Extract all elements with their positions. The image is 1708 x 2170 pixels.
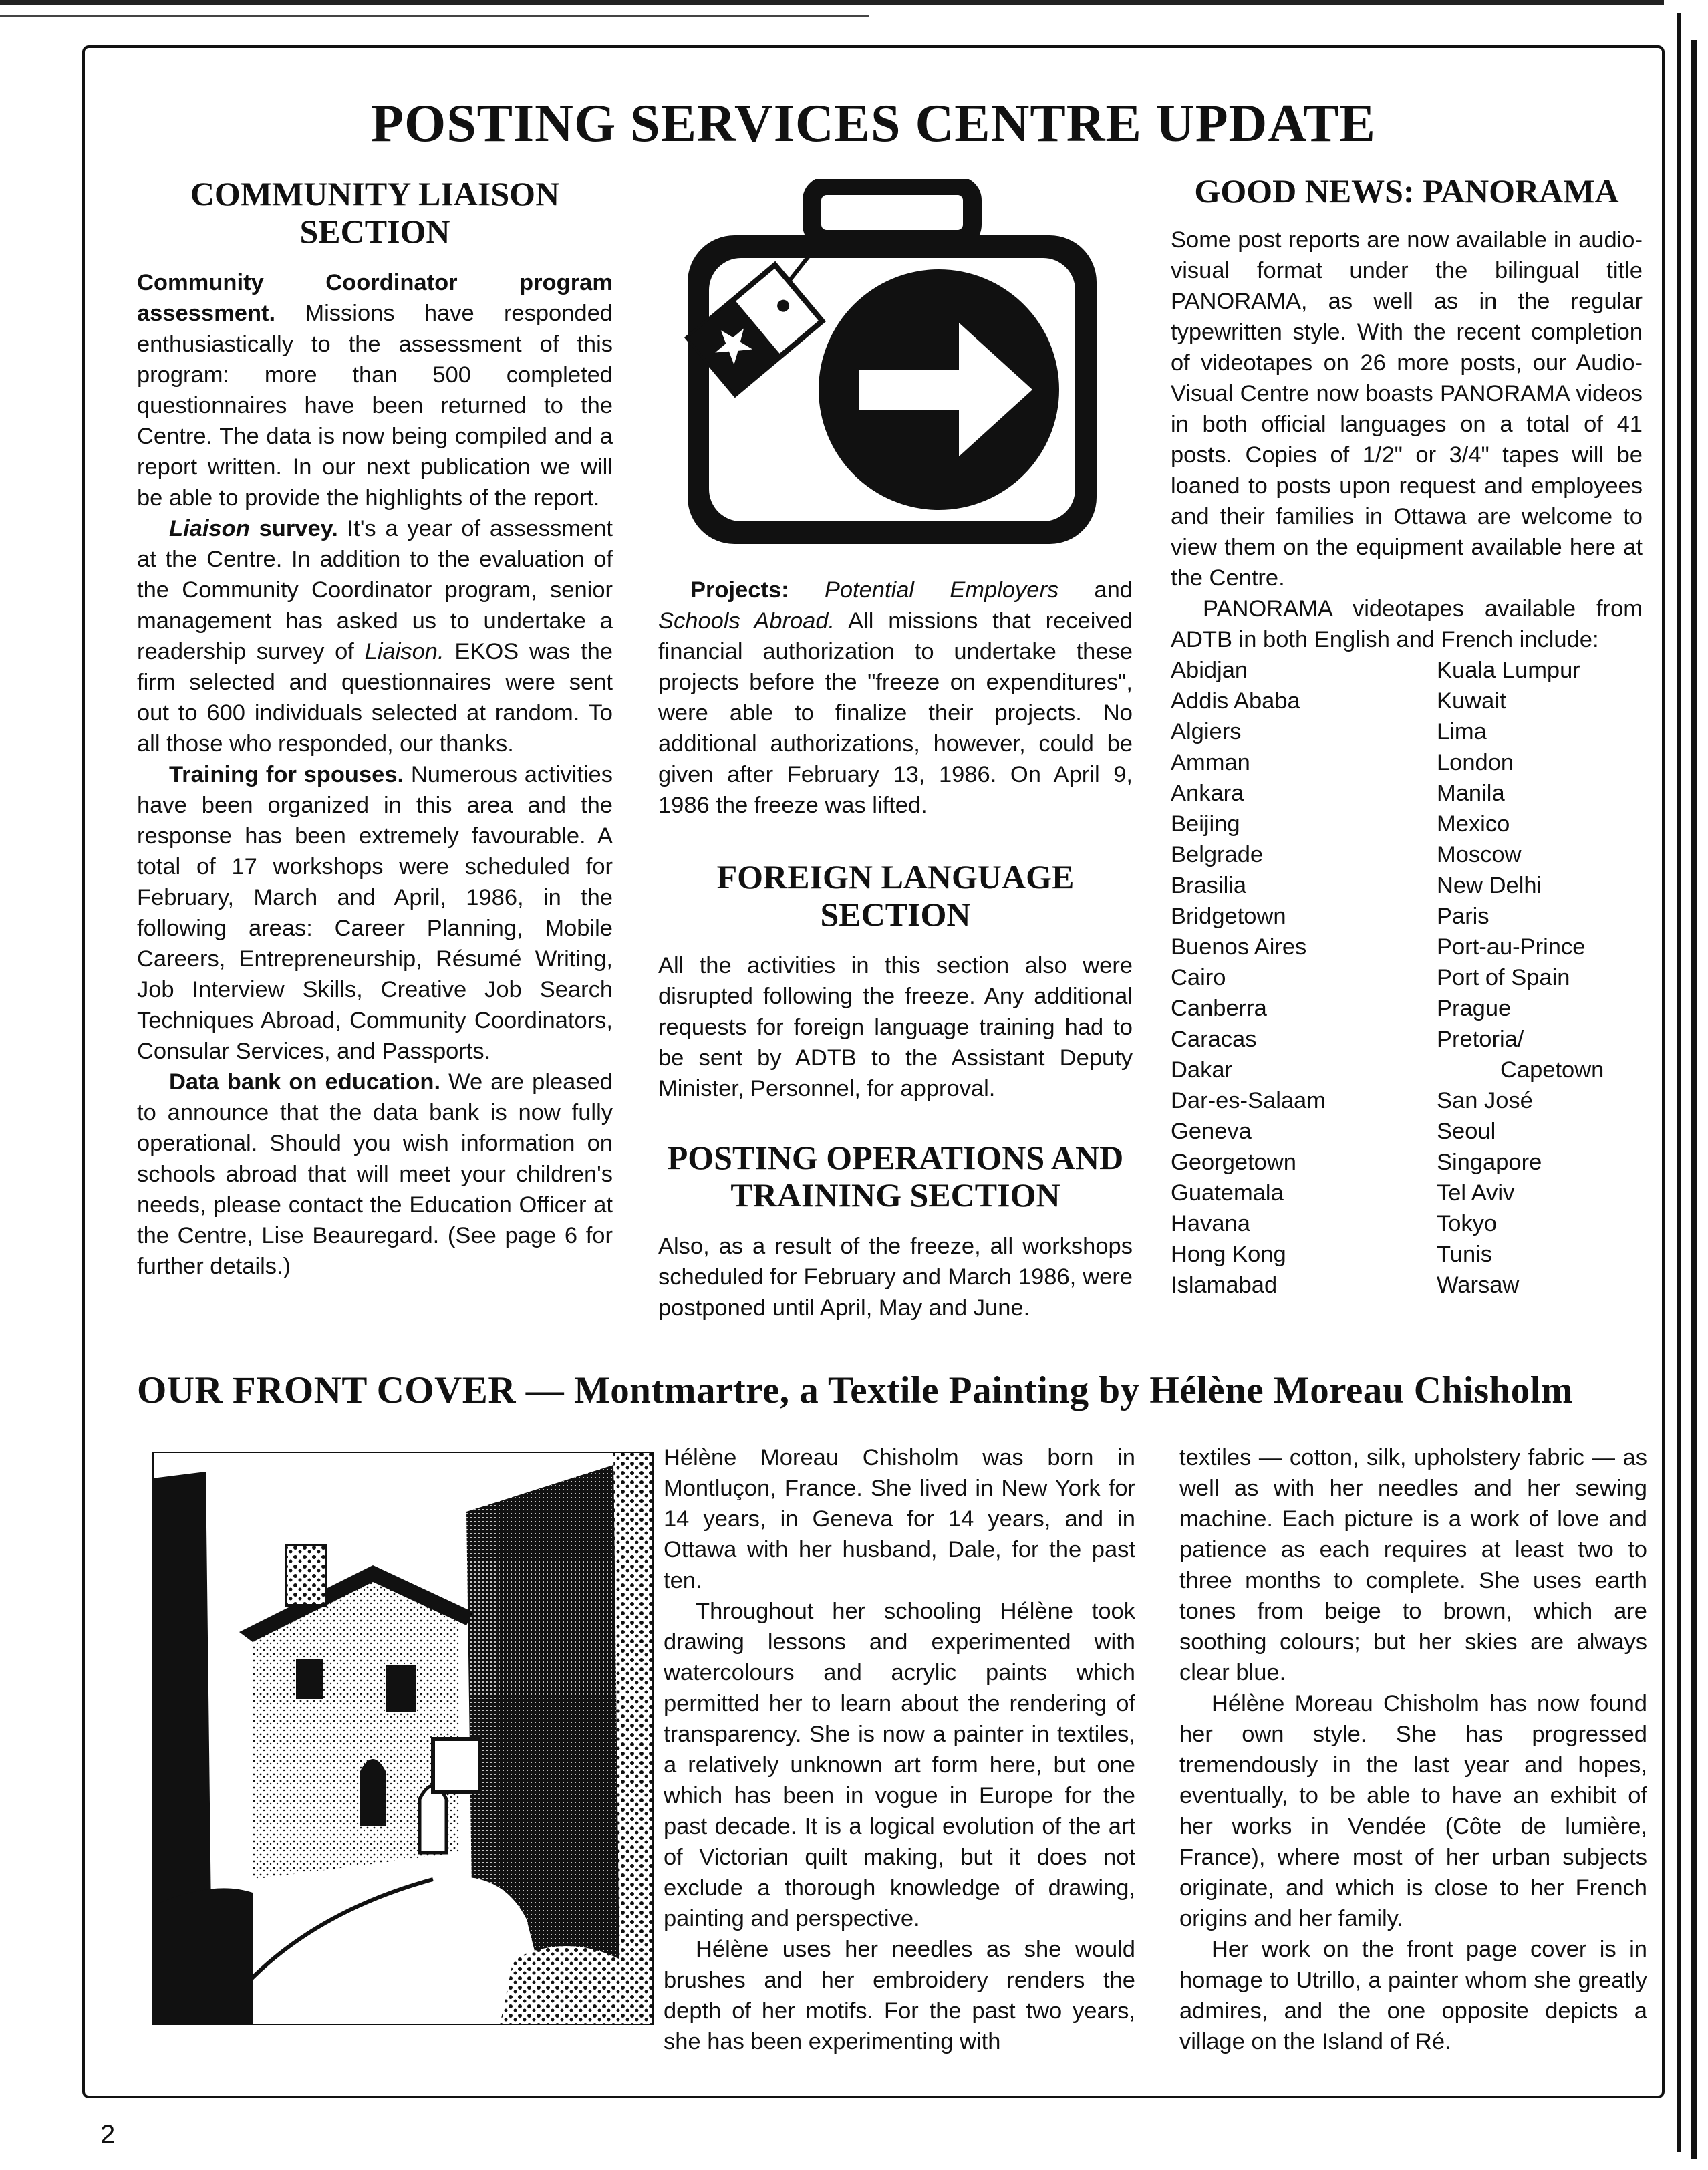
city-name: Amman	[1171, 750, 1250, 775]
community-liaison-column	[137, 175, 613, 1282]
page-number: 2	[100, 2120, 116, 2149]
city-name: Belgrade	[1171, 842, 1264, 867]
cover-paragraph-2: Throughout her schooling Hélène took drawing lessons and experimented with watercolours and acrylic paints which permitted her to learn about the rendering of transparency. She is now a painter in textiles, a relatively unknown art form here, but one which has been in vogue in Europe for the past decade. It is a logical evolution of the art of Victorian quilt making, but it does not exclude a thorough knowledge of drawing, painting and perspective.	[664, 1599, 1135, 1931]
city-name: New Delhi	[1437, 873, 1542, 898]
front-cover-right-column	[1179, 1442, 1647, 2057]
city-name: Lima	[1437, 719, 1487, 744]
panorama-column	[1171, 172, 1643, 1301]
middle-column	[658, 175, 1133, 1323]
city-name: Islamabad	[1171, 1272, 1278, 1298]
city-name: Beijing	[1171, 811, 1240, 837]
city-name: Caracas	[1171, 1027, 1257, 1052]
city-name: Buenos Aires	[1171, 934, 1307, 960]
city-name: Guatemala	[1171, 1180, 1284, 1206]
cover-paragraph-3: Hélène uses her needles as she would brushes and her embroidery renders the depth of her motifs. For the past two years, she has been experimenting with	[664, 1937, 1135, 2054]
cover-paragraph-1: Hélène Moreau Chisholm was born in Montluçon, France. She lived in New York for 14 years, in Geneva for 14 years, and in Ottawa with her husband, Dale, for the past ten.	[664, 1445, 1135, 1593]
community-liaison-heading: COMMUNITY LIAISON SECTION	[190, 175, 560, 250]
city-name: Addis Ababa	[1171, 688, 1300, 714]
city-name: San José	[1437, 1088, 1533, 1113]
community-coordinator-paragraph: Community Coordinator program assessment. Missions have responded enthusiastically to the assessment of this program: more than 500 completed questionnaires have been returned to the Centre. The data is now being compiled and a report written. In our next publication we will be able to provide the highlights of the report.	[137, 270, 613, 511]
city-list	[1171, 655, 1643, 1301]
cover-paragraph-5: Hélène Moreau Chisholm has now found her own style. She has progressed tremendously in the last year and hopes, eventually, to be able to have an exhibit of her works in Vendée (Côte de lumière, France), where most of her urban subjects originate, and which is close to her French origins and her family.	[1179, 1691, 1647, 1931]
city-name: Prague	[1437, 996, 1512, 1021]
city-name: Port of Spain	[1437, 965, 1570, 990]
city-name: Brasilia	[1171, 873, 1247, 898]
city-name: Tokyo	[1437, 1211, 1498, 1236]
city-name: London	[1437, 750, 1514, 775]
page-title: POSTING SERVICES CENTRE UPDATE	[371, 94, 1376, 153]
city-name: Havana	[1171, 1211, 1250, 1236]
training-spouses-paragraph: Training for spouses. Numerous activities have been organized in this area and the response has been extremely favourable. A total of 17 workshops were scheduled for February, March and April, 1986, in the following areas: Career Planning, Mobile Careers, Entrepreneurship, Résumé Writing, Job Interview Skills, Creative Job Search Techniques Abroad, Community Coordinators, Consular Services, and Passports.	[137, 762, 613, 1064]
city-name: Moscow	[1437, 842, 1522, 867]
city-name: Kuala Lumpur	[1437, 658, 1580, 683]
city-name: Tel Aviv	[1437, 1180, 1515, 1206]
city-list-right	[1437, 655, 1637, 1301]
city-name: Ankara	[1171, 781, 1244, 806]
posting-operations-paragraph: Also, as a result of the freeze, all workshops scheduled for February and March 1986, were postponed until April, May and June.	[658, 1234, 1133, 1321]
cover-paragraph-4: textiles — cotton, silk, upholstery fabric — as well as with her needles and her sewing machine. Each picture is a work of love and patience as each requires at least two to three months to complete. She uses earth tones from beige to brown, which are soothing colours; but her skies are always clear blue.	[1179, 1445, 1647, 1685]
city-name: Pretoria/	[1437, 1027, 1524, 1052]
city-name: Algiers	[1171, 719, 1242, 744]
scan-edge-dash	[0, 15, 869, 17]
scan-edge-right	[1664, 0, 1708, 2170]
city-name: Capetown	[1500, 1057, 1604, 1083]
city-name: Canberra	[1171, 996, 1267, 1021]
city-name: Port-au-Prince	[1437, 934, 1586, 960]
city-name: Kuwait	[1437, 688, 1506, 714]
front-cover-middle-column	[664, 1442, 1135, 2057]
front-cover-heading: OUR FRONT COVER — Montmartre, a Textile Painting by Hélène Moreau Chisholm	[137, 1369, 1574, 1411]
liaison-survey-paragraph: Liaison survey. It's a year of assessment at the Centre. In addition to the evaluation of the Community Coordinator program, senior management has asked us to undertake a readership survey of Liaison. EKOS was the firm selected and questionnaires were sent out to 600 individuals selected at random. To all those who responded, our thanks.	[137, 516, 613, 757]
city-name: Bridgetown	[1171, 904, 1286, 929]
city-name: Mexico	[1437, 811, 1510, 837]
city-name: Geneva	[1171, 1119, 1252, 1144]
city-name: Warsaw	[1437, 1272, 1520, 1298]
suitcase-icon	[678, 179, 1106, 553]
city-name: Seoul	[1437, 1119, 1496, 1144]
panorama-paragraph-1: Some post reports are now available in audio-visual format under the bilingual title PANORAMA, as well as in the regular typewritten style. With the recent completion of videotapes on 26 more posts, our Audio-Visual Centre now boasts PANORAMA videos in both official languages on a total of 41 posts. Copies of 1/2" or 3/4" tapes will be loaned to posts upon request and employees and their families in Ottawa are welcome to view them on the equipment available here at the Centre.	[1171, 227, 1643, 591]
city-name: Singapore	[1437, 1149, 1542, 1175]
city-name: Cairo	[1171, 965, 1226, 990]
foreign-language-paragraph: All the activities in this section also were disrupted following the freeze. Any additional requests for foreign language training had to be sent by ADTB to the Assistant Deputy Minister, Personnel, for approval.	[658, 953, 1133, 1101]
foreign-language-heading: FOREIGN LANGUAGE SECTION	[716, 858, 1075, 933]
city-name: Tunis	[1437, 1242, 1493, 1267]
panorama-paragraph-2: PANORAMA videotapes available from ADTB in both English and French include:	[1171, 596, 1643, 652]
city-name: Dar-es-Salaam	[1171, 1088, 1326, 1113]
panorama-heading: GOOD NEWS: PANORAMA	[1194, 172, 1619, 210]
city-name: Manila	[1437, 781, 1505, 806]
data-bank-paragraph: Data bank on education. We are pleased to announce that the data bank is now fully operational. Should you wish information on schools abroad that will meet your children's needs, please contact the Education Officer at the Centre, Lise Beauregard. (See page 6 for further details.)	[137, 1069, 613, 1279]
city-name: Hong Kong	[1171, 1242, 1286, 1267]
cover-paragraph-6: Her work on the front page cover is in homage to Utrillo, a painter whom she greatly admires, and the one opposite depicts a village on the Island of Ré.	[1179, 1937, 1647, 2054]
scan-edge-top	[0, 0, 1708, 5]
projects-paragraph: Projects: Potential Employers and Schools Abroad. All missions that received financial authorization to undertake these projects before the "freeze on expenditures", were able to finalize their projects. No additional authorizations, however, could be given after February 13, 1986. On April 9, 1986 the freeze was lifted.	[658, 577, 1133, 818]
city-list-left	[1171, 655, 1437, 1301]
posting-operations-heading: POSTING OPERATIONS AND TRAINING SECTION	[667, 1139, 1124, 1214]
city-name: Dakar	[1171, 1057, 1233, 1083]
city-name: Paris	[1437, 904, 1489, 929]
city-name: Georgetown	[1171, 1149, 1296, 1175]
city-name: Abidjan	[1171, 658, 1248, 683]
montmartre-painting-image	[152, 1452, 654, 2025]
